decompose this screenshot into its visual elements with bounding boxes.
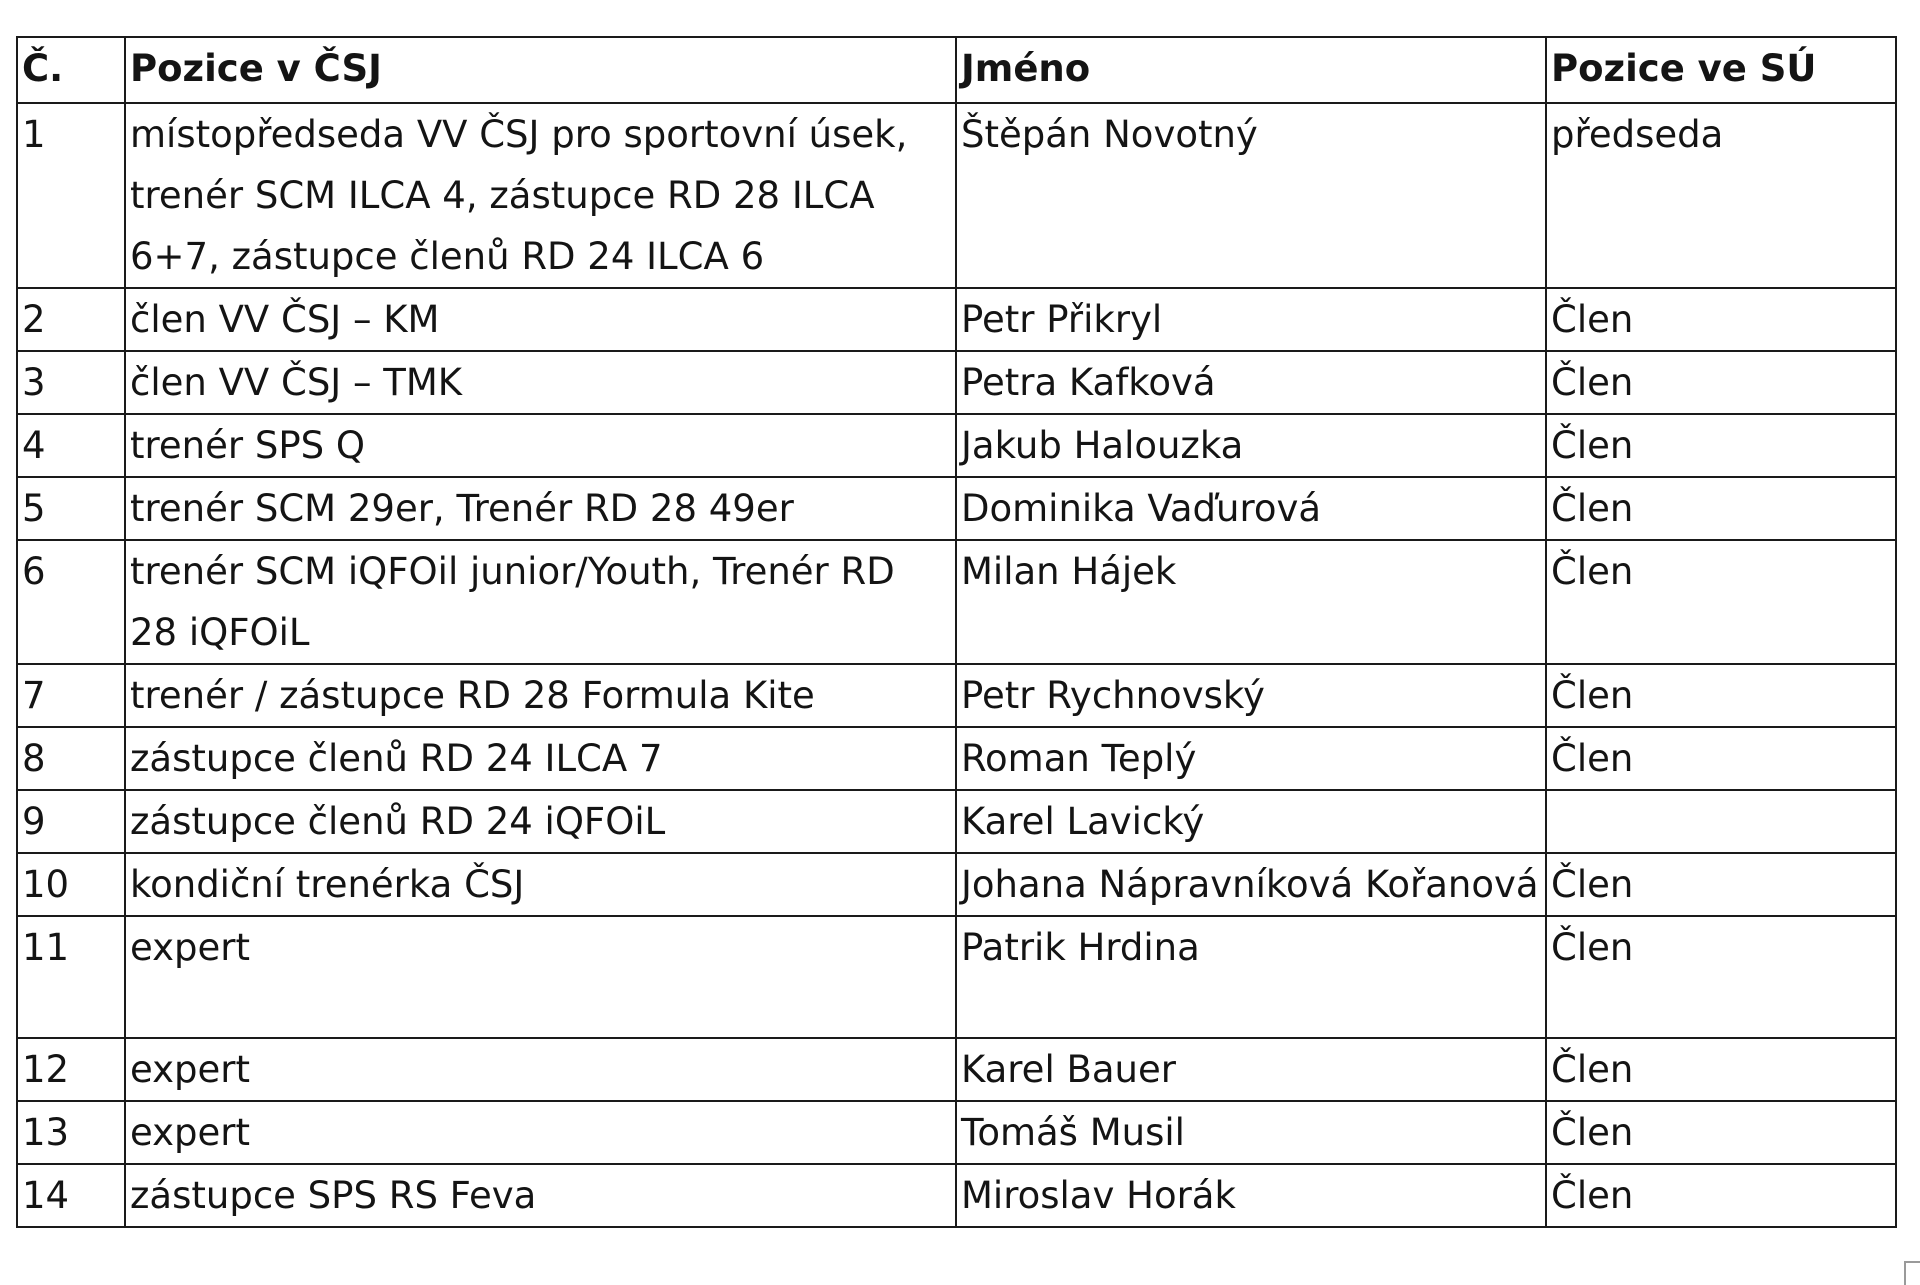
row-su-position: Člen [1546, 288, 1896, 351]
row-name: Miroslav Horák [956, 1164, 1546, 1227]
row-position: kondiční trenérka ČSJ [125, 853, 956, 916]
row-name: Karel Lavický [956, 790, 1546, 853]
row-name: Petr Přikryl [956, 288, 1546, 351]
row-name: Petra Kafková [956, 351, 1546, 414]
row-position: trenér SPS Q [125, 414, 956, 477]
row-position: expert [125, 1101, 956, 1164]
row-position: zástupce členů RD 24 iQFOiL [125, 790, 956, 853]
row-su-position: Člen [1546, 853, 1896, 916]
row-su-position: Člen [1546, 414, 1896, 477]
row-number: 3 [17, 351, 125, 414]
row-number: 7 [17, 664, 125, 727]
table-row [17, 790, 1896, 853]
row-position: trenér / zástupce RD 28 Formula Kite [125, 664, 956, 727]
header-row [17, 37, 1896, 103]
row-su-position: Člen [1546, 1038, 1896, 1101]
row-number: 1 [17, 103, 125, 288]
table-row [17, 288, 1896, 351]
table-row [17, 414, 1896, 477]
row-number: 2 [17, 288, 125, 351]
row-su-position: předseda [1546, 103, 1896, 288]
table-header [17, 37, 1896, 103]
header-position-su: Pozice ve SÚ [1546, 37, 1896, 103]
row-position: trenér SCM iQFOil junior/Youth, Trenér RD 28 iQFOiL [125, 540, 956, 664]
row-name: Jakub Halouzka [956, 414, 1546, 477]
row-number: 9 [17, 790, 125, 853]
table-row [17, 540, 1896, 664]
header-position-csj: Pozice v ČSJ [125, 37, 956, 103]
row-name: Karel Bauer [956, 1038, 1546, 1101]
row-su-position: Člen [1546, 1101, 1896, 1164]
row-name: Roman Teplý [956, 727, 1546, 790]
row-name: Dominika Vaďurová [956, 477, 1546, 540]
table-row [17, 664, 1896, 727]
row-position: zástupce členů RD 24 ILCA 7 [125, 727, 956, 790]
row-position: expert [125, 1038, 956, 1101]
table-row [17, 103, 1896, 288]
row-number: 6 [17, 540, 125, 664]
table-row [17, 727, 1896, 790]
row-position: expert [125, 916, 956, 1038]
row-su-position: Člen [1546, 916, 1896, 1038]
table-row [17, 351, 1896, 414]
table-row [17, 1038, 1896, 1101]
row-name: Štěpán Novotný [956, 103, 1546, 288]
row-number: 8 [17, 727, 125, 790]
row-su-position [1546, 790, 1896, 853]
header-name: Jméno [956, 37, 1546, 103]
row-name: Patrik Hrdina [956, 916, 1546, 1038]
row-position: člen VV ČSJ – TMK [125, 351, 956, 414]
table-row [17, 916, 1896, 1038]
row-su-position: Člen [1546, 351, 1896, 414]
row-number: 13 [17, 1101, 125, 1164]
table-row [17, 1164, 1896, 1227]
row-number: 11 [17, 916, 125, 1038]
row-number: 14 [17, 1164, 125, 1227]
row-su-position: Člen [1546, 477, 1896, 540]
row-name: Petr Rychnovský [956, 664, 1546, 727]
table-row [17, 853, 1896, 916]
row-position: trenér SCM 29er, Trenér RD 28 49er [125, 477, 956, 540]
row-position: člen VV ČSJ – KM [125, 288, 956, 351]
table-body [17, 103, 1896, 1227]
resize-handle-corner [1904, 1261, 1920, 1285]
row-position: místopředseda VV ČSJ pro sportovní úsek, trenér SCM ILCA 4, zástupce RD 28 ILCA 6+7, zástupce členů RD 24 ILCA 6 [125, 103, 956, 288]
table-row [17, 1101, 1896, 1164]
table-row [17, 477, 1896, 540]
row-number: 10 [17, 853, 125, 916]
row-number: 5 [17, 477, 125, 540]
row-su-position: Člen [1546, 1164, 1896, 1227]
row-name: Tomáš Musil [956, 1101, 1546, 1164]
row-su-position: Člen [1546, 540, 1896, 664]
row-position: zástupce SPS RS Feva [125, 1164, 956, 1227]
row-su-position: Člen [1546, 664, 1896, 727]
row-name: Johana Nápravníková Kořanová [956, 853, 1546, 916]
members-table [16, 36, 1897, 1228]
header-number: Č. [17, 37, 125, 103]
row-number: 4 [17, 414, 125, 477]
row-su-position: Člen [1546, 727, 1896, 790]
row-name: Milan Hájek [956, 540, 1546, 664]
row-number: 12 [17, 1038, 125, 1101]
